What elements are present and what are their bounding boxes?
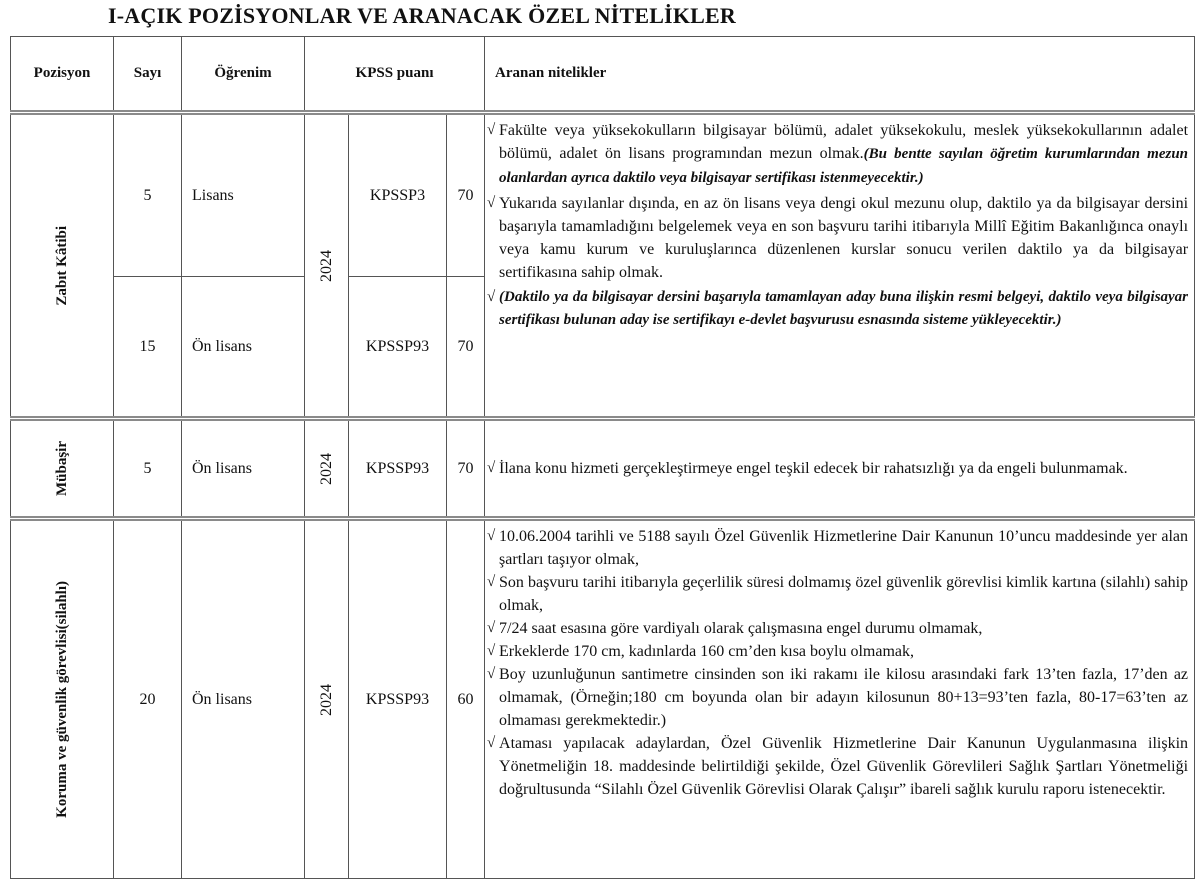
- requirement-text: Erkeklerde 170 cm, kadınlarda 160 cm’den kısa boylu olmamak,: [499, 643, 915, 660]
- requirement-note: (Bu bentte sayılan öğretim kurumlarından mezun olanlardan ayrıca daktilo veya bilgisayar sertifikası istenmeyecektir.): [499, 146, 1189, 186]
- table-row: [11, 113, 1195, 277]
- requirement-note: (Daktilo ya da bilgisayar dersini başarıyla tamamlayan aday buna ilişkin resmi belgeyi, daktilo veya bilgisayar sertifikası bulunan aday ise sertifikayı e-devlet başvurusu esnasında sisteme yükleyecektir.): [499, 289, 1189, 328]
- check-icon: √: [487, 122, 496, 138]
- check-icon: √: [487, 195, 496, 211]
- kpss-type-cell: KPSSP93: [349, 519, 447, 879]
- position-label: Zabıt Kâtibi: [53, 225, 70, 306]
- position-cell-mubasir: [11, 419, 114, 519]
- list-item: [487, 525, 1188, 571]
- header-ogrenim: Öğrenim: [182, 37, 305, 113]
- header-nitelikler: Aranan nitelikler: [485, 37, 1195, 113]
- list-item: [487, 640, 1188, 663]
- requirement-text: Ataması yapılacak adaylardan, Özel Güvenlik Hizmetlerine Dair Kanunun Uygulanmasına ilişkin Yönetmeliğin 18. maddesinde belirtildiği şekilde, Özel Güvenlik Görevlileri Sağlık Şartları Yönetmeliği doğrultusunda “Silahlı Özel Güvenlik Görevlisi Olarak Çalışır” ibareli sağlık kurulu raporu istenecektir.: [499, 735, 1189, 798]
- year-label: 2024: [318, 683, 335, 716]
- list-item: [487, 663, 1188, 732]
- requirement-text: 10.06.2004 tarihli ve 5188 sayılı Özel Güvenlik Hizmetlerine Dair Kanunun 10’uncu maddesinde yer alan şartları taşıyor olmak,: [499, 528, 1189, 568]
- list-item: [487, 732, 1188, 801]
- check-icon: √: [487, 460, 496, 476]
- score-cell: 70: [447, 113, 485, 277]
- check-icon: √: [487, 666, 496, 682]
- score-cell: 70: [447, 277, 485, 419]
- table-row: [11, 419, 1195, 519]
- education-cell: Ön lisans: [182, 519, 305, 879]
- header-sayi: Sayı: [114, 37, 182, 113]
- table-row: [11, 519, 1195, 879]
- requirement-text: Fakülte veya yüksekokulların bilgisayar bölümü, adalet yüksekokulu, meslek yüksekokullarının adalet bölümü, adalet ön lisans programından mezun olmak.: [499, 122, 1189, 162]
- check-icon: √: [487, 735, 496, 751]
- position-cell-koruma: [11, 519, 114, 879]
- count-cell: 20: [114, 519, 182, 879]
- list-item: [487, 457, 1188, 480]
- list-item: [487, 286, 1188, 332]
- year-cell: [305, 519, 349, 879]
- requirement-text: Son başvuru tarihi itibarıyla geçerlilik süresi dolmamış özel güvenlik görevlisi kimlik kartına (silahlı) sahip olmak,: [499, 574, 1189, 614]
- kpss-type-cell: KPSSP93: [349, 419, 447, 519]
- page-title: I-AÇIK POZİSYONLAR VE ARANACAK ÖZEL NİTELİKLER: [108, 3, 736, 28]
- count-cell: 5: [114, 113, 182, 277]
- list-item: [487, 119, 1188, 190]
- header-kpss: KPSS puanı: [305, 37, 485, 113]
- requirement-text: İlana konu hizmeti gerçekleştirmeye engel teşkil edecek bir rahatsızlığı ya da engeli bulunmamak.: [499, 460, 1128, 477]
- requirement-text: 7/24 saat esasına göre vardiyalı olarak çalışmasına engel durumu olmamak,: [499, 620, 983, 637]
- count-cell: 15: [114, 277, 182, 419]
- position-label: Koruma ve güvenlik görevlisi(silahlı): [53, 581, 70, 818]
- position-cell-zabit: [11, 113, 114, 419]
- header-row: [11, 37, 1195, 113]
- list-item: [487, 192, 1188, 284]
- kpss-type-cell: KPSSP93: [349, 277, 447, 419]
- check-icon: √: [487, 574, 496, 590]
- kpss-type-cell: KPSSP3: [349, 113, 447, 277]
- requirements-cell-mubasir: [485, 419, 1195, 519]
- year-label: 2024: [318, 249, 335, 282]
- score-cell: 70: [447, 419, 485, 519]
- check-icon: √: [487, 620, 496, 636]
- requirements-cell-zabit: [485, 113, 1195, 419]
- education-cell: Lisans: [182, 113, 305, 277]
- count-cell: 5: [114, 419, 182, 519]
- list-item: [487, 571, 1188, 617]
- education-cell: Ön lisans: [182, 419, 305, 519]
- year-cell: [305, 419, 349, 519]
- list-item: [487, 617, 1188, 640]
- requirement-text: Boy uzunluğunun santimetre cinsinden son iki rakamı ile kilosu arasındaki fark 13’ten fazla, 17’den az olmamak, (Örneğin;180 cm boyunda olan bir adayın kilosunun 80+13=93’ten fazla, 80-17=63’ten az olmaması gerekmektedir.): [499, 666, 1189, 729]
- check-icon: √: [487, 289, 496, 305]
- education-cell: Ön lisans: [182, 277, 305, 419]
- position-label: Mübaşir: [53, 440, 70, 496]
- requirement-text: Yukarıda sayılanlar dışında, en az ön lisans veya dengi okul mezunu olup, daktilo ya da bilgisayar dersini başarıyla tamamladığını belgelemek veya en son başvuru tarihi itibarıyla Millî Eğitim Bakanlığınca onaylı veya kamu kurum ve kuruluşlarınca düzenlenen kurslar sonucu verilen daktilo ya da bilgisayar sertifikasına sahip olmak.: [499, 195, 1189, 281]
- year-label: 2024: [318, 452, 335, 485]
- header-pozisyon: Pozisyon: [11, 37, 114, 113]
- check-icon: √: [487, 528, 496, 544]
- score-cell: 60: [447, 519, 485, 879]
- positions-table: [10, 36, 1195, 879]
- check-icon: √: [487, 643, 496, 659]
- requirements-cell-koruma: [485, 519, 1195, 879]
- positions-table-wrapper: [10, 36, 1194, 878]
- year-cell: [305, 113, 349, 419]
